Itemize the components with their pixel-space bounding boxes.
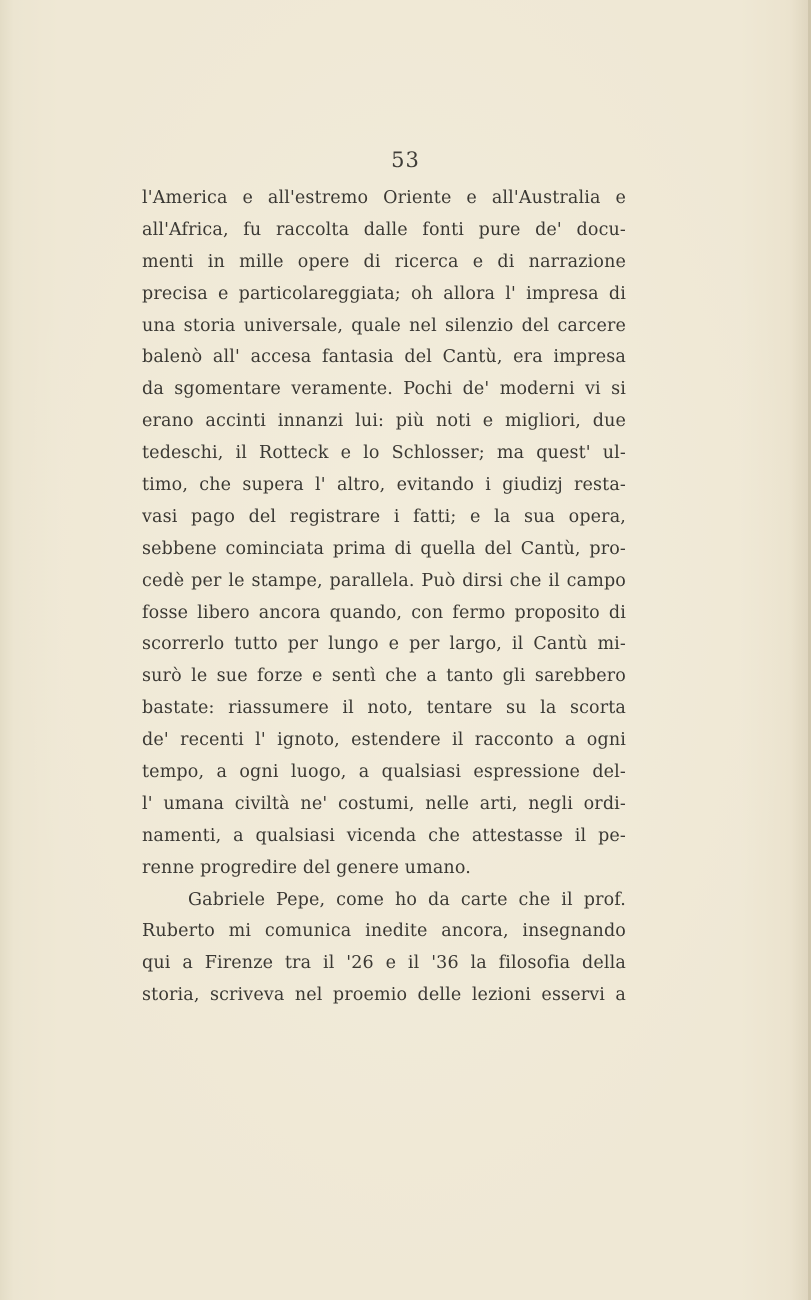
- text-line: Ruberto mi comunica inedite ancora, insegnando: [142, 921, 626, 942]
- paragraph-start-line: Gabriele Pepe, come ho da carte che il prof.: [188, 889, 626, 910]
- text-line: l' umana civiltà ne' costumi, nelle arti, negli ordi-: [142, 793, 626, 814]
- text-line: precisa e particolareggiata; oh allora l' impresa di: [142, 283, 626, 304]
- text-line: namenti, a qualsiasi vicenda che attestasse il pe-: [142, 825, 626, 846]
- text-line: surò le sue forze e sentì che a tanto gli sarebbero: [142, 666, 626, 687]
- text-line: storia, scriveva nel proemio delle lezioni esservi a: [142, 985, 626, 1006]
- text-line: erano accinti innanzi lui: più noti e migliori, due: [142, 411, 626, 432]
- text-line: balenò all' accesa fantasia del Cantù, era impresa: [142, 347, 626, 368]
- text-line: de' recenti l' ignoto, estendere il racconto a ogni: [142, 730, 626, 751]
- text-line: una storia universale, quale nel silenzio del carcere: [142, 315, 626, 336]
- body-text: [142, 183, 626, 1012]
- text-line: sebbene cominciata prima di quella del Cantù, pro-: [142, 538, 626, 559]
- text-line: bastate: riassumere il noto, tentare su la scorta: [142, 698, 626, 719]
- text-line: cedè per le stampe, parallela. Può dirsi che il campo: [142, 570, 626, 591]
- paragraph-end-line: renne progredire del genere umano.: [142, 857, 471, 878]
- text-line: all'Africa, fu raccolta dalle fonti pure de' docu-: [142, 219, 626, 240]
- text-line: vasi pago del registrare i fatti; e la sua opera,: [142, 506, 626, 527]
- text-line: da sgomentare veramente. Pochi de' moderni vi si: [142, 379, 626, 400]
- page-number: 53: [391, 148, 420, 172]
- text-line: tempo, a ogni luogo, a qualsiasi espressione del-: [142, 762, 626, 783]
- text-line: scorrerlo tutto per lungo e per largo, il Cantù mi-: [142, 634, 626, 655]
- text-line: timo, che supera l' altro, evitando i giudizj resta-: [142, 475, 626, 496]
- text-line: menti in mille opere di ricerca e di narrazione: [142, 251, 626, 272]
- text-line: tedeschi, il Rotteck e lo Schlosser; ma quest' ul-: [142, 443, 626, 464]
- text-line: fosse libero ancora quando, con fermo proposito di: [142, 602, 626, 623]
- text-line: qui a Firenze tra il '26 e il '36 la filosofia della: [142, 953, 626, 974]
- text-line: l'America e all'estremo Oriente e all'Australia e: [142, 188, 626, 208]
